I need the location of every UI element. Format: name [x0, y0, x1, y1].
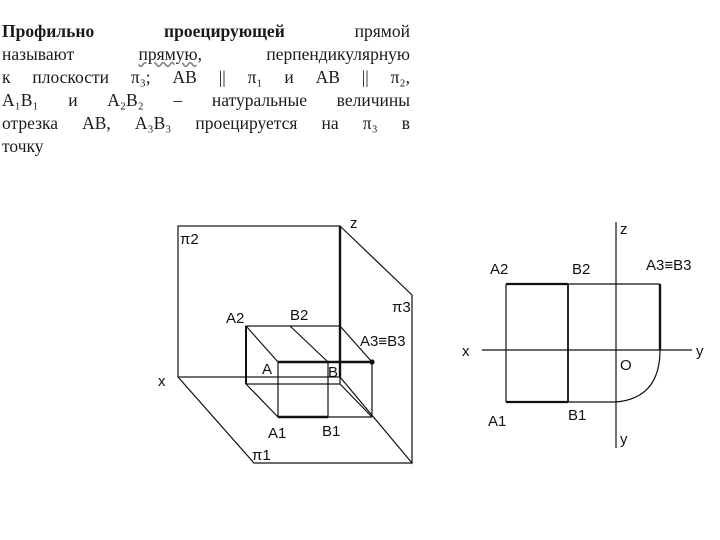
text-line-6: точку: [2, 136, 44, 156]
label-B1: B1: [322, 423, 341, 440]
label-pi3: π3: [392, 299, 411, 316]
label-y-bottom: y: [620, 431, 628, 448]
label-B: B: [328, 364, 339, 381]
label-y-right: y: [696, 343, 704, 360]
text-line-1: Профильно проецирующей прямой: [2, 21, 410, 41]
proj-rect-inner: [278, 362, 328, 417]
label-A2-right: A2: [490, 261, 509, 278]
text-line-4: A₁B₁ и A₂B₂ – натуральные величины: [2, 90, 410, 110]
epure-diagram: [482, 222, 692, 448]
epure-labels: [462, 221, 704, 448]
label-B1-right: B1: [568, 407, 587, 424]
label-A2: A2: [226, 310, 245, 327]
spellcheck-underlined-word: прямую,: [138, 44, 202, 64]
label-z: z: [350, 215, 358, 232]
label-B2-right: B2: [572, 261, 591, 278]
label-x-right: x: [462, 343, 470, 360]
point-A3B3: [370, 360, 374, 364]
label-A: A: [262, 361, 273, 378]
label-O: O: [620, 357, 632, 374]
spatial-labels: [158, 215, 411, 464]
proj-edge: [290, 326, 328, 362]
label-A3B3: A3≡B3: [360, 333, 406, 350]
text-line-3: к плоскости π₃; АВ || π₁ и АВ || π₂,: [2, 67, 410, 87]
label-pi1: π1: [252, 447, 271, 464]
proj-rect-frontal: [246, 326, 340, 384]
proj-edge: [246, 384, 278, 417]
label-A3B3-right: A3≡B3: [646, 257, 692, 274]
proj-edge: [340, 384, 372, 417]
text-line-5: отрезка АВ, A₃B₃ проецируется на π₃ в: [2, 113, 410, 133]
plane-pi2: [178, 226, 340, 377]
label-x: x: [158, 373, 166, 390]
label-z-right: z: [620, 221, 628, 238]
label-A1-right: A1: [488, 413, 507, 430]
label-pi2: π2: [180, 231, 199, 248]
label-A1: A1: [268, 425, 287, 442]
text-line-2: называют прямую, перпендикулярную: [2, 44, 411, 64]
plane-pi1: [178, 377, 412, 463]
term-bold: Профильно проецирующей: [2, 21, 285, 41]
proj-edge: [246, 326, 278, 362]
label-B2: B2: [290, 307, 309, 324]
